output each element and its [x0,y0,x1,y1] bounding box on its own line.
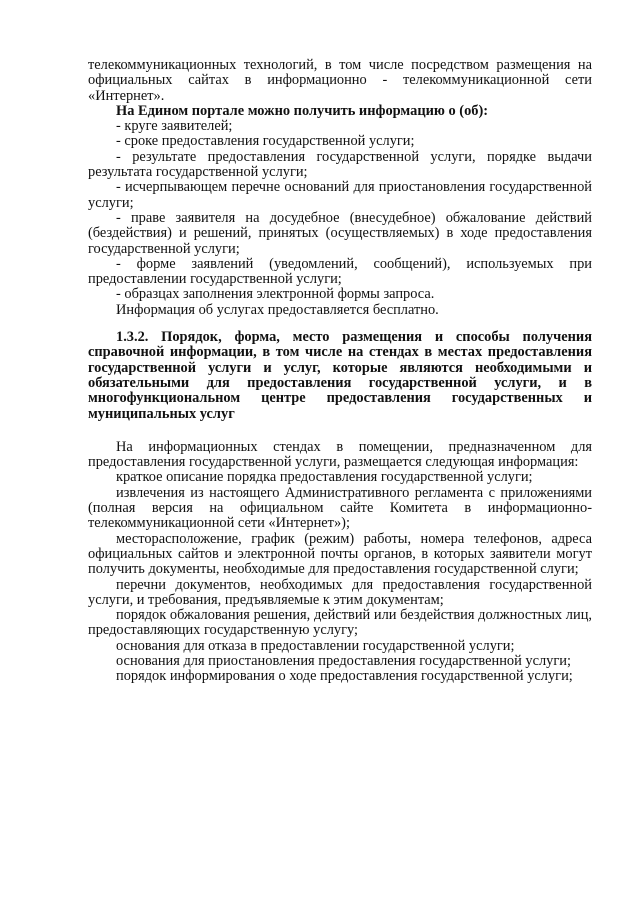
paragraph-continuation: телекоммуникационных технологий, в том числе посредством размещения на официальных сайтах в информационно - телекоммуникационной сети «Интернет». [88,57,592,104]
list-item: - сроке предоставления государственной услуги; [116,133,415,150]
list-item: - исчерпывающем перечне оснований для приостановления государственной услуги; [88,179,592,211]
spacer [88,422,592,440]
body-paragraph: месторасположение, график (режим) работы, номера телефонов, адреса официальных сайтов и электронной почты органов, в которых заявители могут получить документы, необходимые для предоставления государственной слуги; [88,530,592,578]
list-item: - образцах заполнения электронной формы запроса. [116,286,435,303]
list-item: - результате предоставления государственной услуги, порядке выдачи результата государственной услуги; [88,148,592,181]
body-paragraph: порядок обжалования решения, действий или бездействия должностных лиц, предоставляющих государственную услугу; [88,607,592,639]
portal-info-heading: На Едином портале можно получить информацию о (об): [116,102,489,119]
body-paragraph: основания для приостановления предоставления государственной услуги; [116,652,571,669]
free-info-note: Информация об услугах предоставляется бесплатно. [116,301,439,318]
list-item: - круге заявителей; [116,118,233,135]
body-paragraph: краткое описание порядка предоставления государственной услуги; [116,469,533,486]
body-paragraph: перечни документов, необходимых для предоставления государственной услуги, и требования, предъявляемые к этим документам; [88,576,592,608]
body-paragraph: На информационных стендах в помещении, предназначенном для предоставления государственной услуги, размещается следующая информация: [88,438,592,471]
body-paragraph: основания для отказа в предоставлении государственной услуги; [116,637,515,654]
section-heading: 1.3.2. Порядок, форма, место размещения и способы получения справочной информации, в том числе на стендах в местах предоставления государственной услуги и услуг, которые являются необходимыми и обязательными для предоставления государственной услуги, и в многофункциональном центре предоставления государственных и муниципальных услуг [88,329,592,422]
list-item: - праве заявителя на досудебное (внесудебное) обжалование действий (бездействия) и решений, принятых (осуществляемых) в ходе предоставления государственной услуги; [88,209,592,257]
body-paragraph: извлечения из настоящего Административного регламента с приложениями (полная версия на официальном сайте Комитета в информационно-телекоммуникационной сети «Интернет»); [88,484,592,532]
body-paragraph: порядок информирования о ходе предоставления государственной услуги; [116,668,573,685]
list-item: - форме заявлений (уведомлений, сообщений), используемых при предоставлении государственной услуги; [88,255,592,288]
